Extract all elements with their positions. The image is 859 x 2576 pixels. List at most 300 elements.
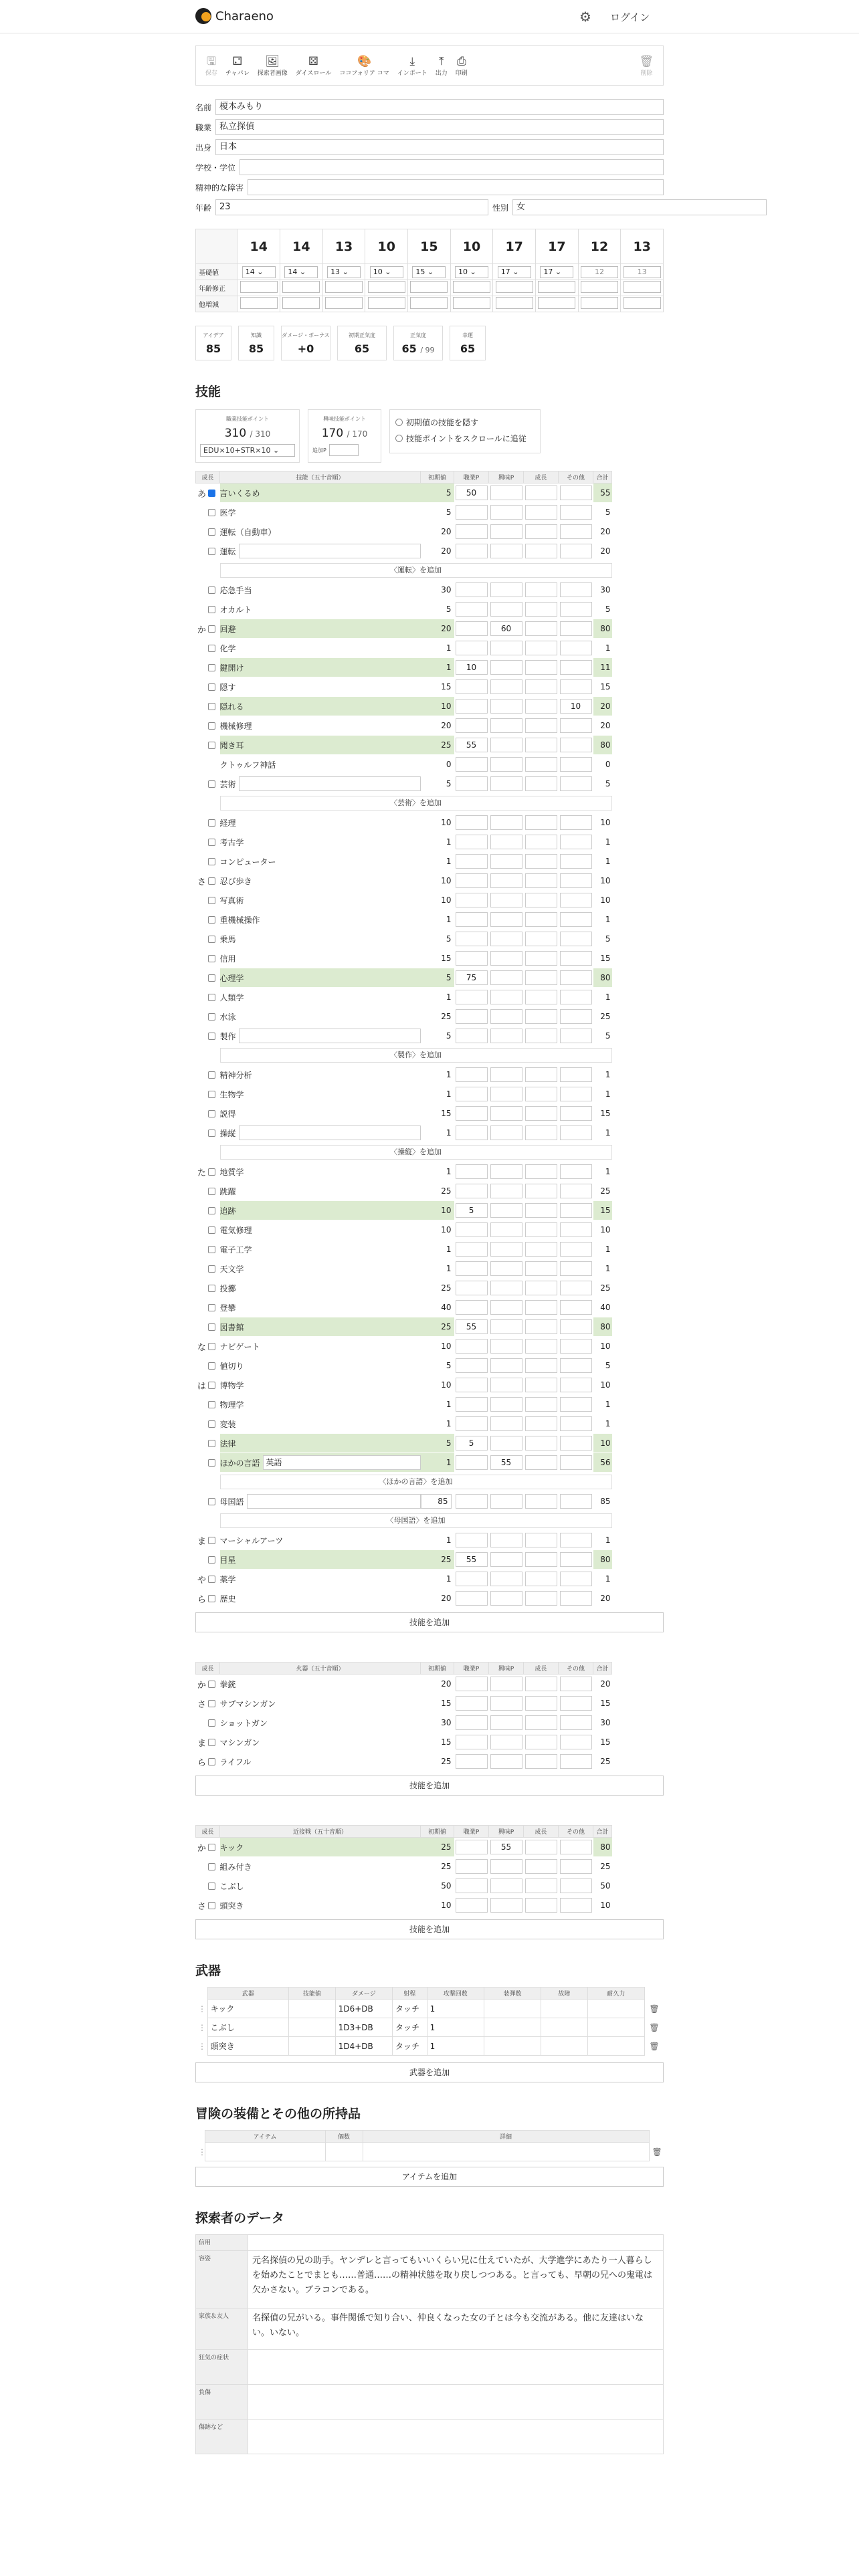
grow-checkbox[interactable] — [208, 1556, 215, 1564]
stat-modifier-input[interactable] — [538, 281, 575, 293]
skill-hobby-input[interactable] — [490, 679, 522, 694]
skill-hobby-input[interactable] — [490, 1572, 522, 1586]
skill-hobby-input[interactable] — [490, 1879, 522, 1893]
skill-job-input[interactable] — [456, 641, 488, 655]
job-field[interactable]: 私立探偵 — [215, 119, 664, 135]
stat-base-select[interactable]: 10 ⌄ — [455, 266, 488, 278]
skill-hobby-input[interactable] — [490, 1416, 522, 1431]
skill-hobby-input[interactable] — [490, 486, 522, 500]
gear-icon[interactable]: ⚙ — [579, 9, 591, 25]
grow-checkbox[interactable] — [208, 1576, 215, 1583]
skill-growth-input[interactable] — [525, 912, 557, 927]
skill-growth-input[interactable] — [525, 1358, 557, 1373]
add-subskill-link[interactable]: 〈芸術〉を追加 — [220, 796, 612, 811]
skill-growth-input[interactable] — [525, 1416, 557, 1431]
skill-growth-input[interactable] — [525, 1203, 557, 1218]
skill-growth-input[interactable] — [525, 1029, 557, 1043]
weapon-cell[interactable] — [541, 2037, 588, 2056]
skill-other-input[interactable] — [560, 990, 592, 1004]
skill-job-input[interactable] — [456, 679, 488, 694]
stat-modifier-input[interactable] — [453, 281, 490, 293]
skill-hobby-input[interactable] — [490, 1677, 522, 1691]
skill-job-input[interactable] — [456, 1455, 488, 1470]
grow-checkbox[interactable] — [208, 1595, 215, 1602]
skill-other-input[interactable] — [560, 660, 592, 675]
grow-checkbox[interactable] — [208, 742, 215, 749]
skill-growth-input[interactable] — [525, 1319, 557, 1334]
grow-checkbox[interactable] — [208, 994, 215, 1001]
skill-hobby-input[interactable] — [490, 699, 522, 714]
skill-other-input[interactable] — [560, 602, 592, 617]
skill-job-input[interactable] — [456, 1416, 488, 1431]
skill-job-input[interactable] — [456, 1300, 488, 1315]
grow-checkbox[interactable] — [208, 606, 215, 613]
skill-other-input[interactable] — [560, 679, 592, 694]
skill-growth-input[interactable] — [525, 1552, 557, 1567]
skill-other-input[interactable] — [560, 1339, 592, 1354]
grow-checkbox[interactable] — [208, 780, 215, 788]
skill-job-input[interactable]: 5 — [456, 1203, 488, 1218]
skill-job-input[interactable]: 55 — [456, 1552, 488, 1567]
skill-specialty-input[interactable] — [239, 1029, 421, 1043]
skill-growth-input[interactable] — [525, 1164, 557, 1179]
skill-job-input[interactable] — [456, 815, 488, 830]
skill-hobby-input[interactable] — [490, 1552, 522, 1567]
skill-hobby-input[interactable] — [490, 1106, 522, 1121]
grow-checkbox[interactable] — [208, 1265, 215, 1273]
skill-hobby-input[interactable] — [490, 602, 522, 617]
name-field[interactable]: 榎本みもり — [215, 99, 664, 115]
skill-growth-input[interactable] — [525, 835, 557, 849]
skill-growth-input[interactable] — [525, 524, 557, 539]
weapon-cell[interactable] — [484, 2037, 541, 2056]
stat-base-select[interactable]: 10 ⌄ — [370, 266, 403, 278]
grow-checkbox[interactable] — [208, 1719, 215, 1727]
grow-checkbox[interactable] — [208, 1091, 215, 1098]
skill-hobby-input[interactable] — [490, 718, 522, 733]
skill-other-input[interactable] — [560, 1533, 592, 1547]
skill-hobby-input[interactable] — [490, 1300, 522, 1315]
skill-hobby-input[interactable] — [490, 970, 522, 985]
school-field[interactable] — [240, 159, 664, 175]
skill-other-input[interactable] — [560, 1416, 592, 1431]
skill-job-input[interactable] — [456, 544, 488, 558]
skill-job-input[interactable] — [456, 757, 488, 772]
grow-checkbox[interactable] — [208, 1188, 215, 1195]
weapon-cell[interactable]: 頭突き — [207, 2037, 288, 2056]
grow-checkbox[interactable] — [208, 877, 215, 885]
skill-growth-input[interactable] — [525, 1754, 557, 1769]
skill-other-input[interactable] — [560, 1898, 592, 1913]
login-link[interactable]: ログイン — [610, 11, 650, 23]
skill-other-input[interactable] — [560, 1164, 592, 1179]
stat-base-select[interactable]: 14 ⌄ — [242, 266, 276, 278]
skill-other-input[interactable] — [560, 1029, 592, 1043]
drag-handle-icon[interactable]: ⋮ — [198, 2004, 206, 2014]
skill-hobby-input[interactable] — [490, 1494, 522, 1509]
skill-growth-input[interactable] — [525, 1067, 557, 1082]
drag-handle-icon[interactable]: ⋮ — [198, 2041, 206, 2051]
skill-hobby-input[interactable] — [490, 873, 522, 888]
skill-other-input[interactable] — [560, 1125, 592, 1140]
skill-specialty-input[interactable] — [239, 776, 421, 791]
grow-checkbox[interactable] — [208, 1285, 215, 1292]
grow-checkbox[interactable] — [208, 1537, 215, 1544]
skill-hobby-input[interactable]: 55 — [490, 1840, 522, 1854]
weapon-cell[interactable] — [288, 2037, 335, 2056]
hide-initial-option[interactable]: 初期値の技能を隠す — [395, 414, 535, 430]
skill-job-input[interactable] — [456, 1184, 488, 1198]
skill-other-input[interactable] — [560, 1378, 592, 1392]
skill-growth-input[interactable] — [525, 641, 557, 655]
skill-growth-input[interactable] — [525, 757, 557, 772]
skill-job-input[interactable] — [456, 1859, 488, 1874]
skill-other-input[interactable] — [560, 1281, 592, 1295]
trash-icon[interactable]: 🗑 — [649, 2022, 660, 2032]
skill-hobby-input[interactable] — [490, 544, 522, 558]
skill-other-input[interactable] — [560, 1879, 592, 1893]
skill-job-input[interactable] — [456, 1067, 488, 1082]
stat-modifier-input[interactable] — [581, 281, 618, 293]
skill-job-input[interactable] — [456, 602, 488, 617]
skill-hobby-input[interactable] — [490, 1281, 522, 1295]
grow-checkbox[interactable] — [208, 1110, 215, 1117]
grow-checkbox[interactable] — [208, 1863, 215, 1870]
skill-other-input[interactable] — [560, 873, 592, 888]
skill-hobby-input[interactable] — [490, 1754, 522, 1769]
skill-hobby-input[interactable] — [490, 660, 522, 675]
skill-other-input[interactable] — [560, 1222, 592, 1237]
grow-checkbox[interactable] — [208, 1362, 215, 1370]
skill-growth-input[interactable] — [525, 1261, 557, 1276]
investigator-field[interactable] — [248, 2420, 664, 2454]
grow-checkbox[interactable] — [208, 548, 215, 555]
grow-checkbox[interactable] — [208, 664, 215, 671]
skill-other-input[interactable] — [560, 951, 592, 966]
skill-hobby-input[interactable] — [490, 1533, 522, 1547]
skill-job-input[interactable] — [456, 893, 488, 907]
weapon-cell[interactable] — [587, 2000, 644, 2018]
skill-other-input[interactable] — [560, 1300, 592, 1315]
investigator-field[interactable]: 名探偵の兄がいる。事件関係で知り合い、仲良くなった女の子とは今も交流がある。他に友達はいない。いない。 — [248, 2309, 664, 2350]
stat-modifier-input[interactable] — [496, 281, 533, 293]
skill-growth-input[interactable] — [525, 505, 557, 520]
skill-hobby-input[interactable] — [490, 1859, 522, 1874]
age-field[interactable]: 23 — [215, 199, 488, 215]
investigator-field[interactable] — [248, 2235, 664, 2251]
skill-job-input[interactable] — [456, 621, 488, 636]
skill-hobby-input[interactable] — [490, 1203, 522, 1218]
skill-hobby-input[interactable] — [490, 1242, 522, 1257]
skill-job-input[interactable] — [456, 1397, 488, 1412]
skill-job-input[interactable] — [456, 1029, 488, 1043]
skill-job-input[interactable] — [456, 1677, 488, 1691]
skill-other-input[interactable] — [560, 1591, 592, 1606]
item-name-input[interactable] — [205, 2143, 325, 2161]
skill-job-input[interactable] — [456, 1591, 488, 1606]
skill-job-input[interactable] — [456, 776, 488, 791]
add-subskill-link[interactable]: 〈製作〉を追加 — [220, 1048, 612, 1063]
skill-job-input[interactable] — [456, 1533, 488, 1547]
skill-hobby-input[interactable] — [490, 505, 522, 520]
skill-other-input[interactable] — [560, 1106, 592, 1121]
skill-growth-input[interactable] — [525, 1184, 557, 1198]
skill-other-input[interactable] — [560, 1455, 592, 1470]
skill-job-input[interactable] — [456, 1125, 488, 1140]
weapon-cell[interactable]: こぶし — [207, 2018, 288, 2037]
weapon-cell[interactable] — [288, 2000, 335, 2018]
skill-job-input[interactable] — [456, 718, 488, 733]
skill-growth-input[interactable] — [525, 1397, 557, 1412]
skill-growth-input[interactable] — [525, 1125, 557, 1140]
skill-hobby-input[interactable] — [490, 990, 522, 1004]
grow-checkbox[interactable] — [208, 1739, 215, 1746]
skill-job-input[interactable] — [456, 1572, 488, 1586]
skill-hobby-input[interactable] — [490, 738, 522, 752]
skill-hobby-input[interactable] — [490, 1397, 522, 1412]
add-skill-button[interactable]: 技能を追加 — [195, 1612, 664, 1632]
skill-hobby-input[interactable] — [490, 1339, 522, 1354]
skill-hobby-input[interactable] — [490, 524, 522, 539]
skill-growth-input[interactable] — [525, 486, 557, 500]
skill-other-input[interactable] — [560, 1754, 592, 1769]
stat-modifier-input[interactable] — [410, 281, 448, 293]
stat-modifier-input[interactable] — [624, 281, 661, 293]
skill-specialty-input[interactable] — [239, 544, 421, 558]
skill-hobby-input[interactable] — [490, 1261, 522, 1276]
stat-modifier-input[interactable] — [410, 297, 448, 309]
skill-other-input[interactable] — [560, 1203, 592, 1218]
skill-other-input[interactable] — [560, 1677, 592, 1691]
skill-job-input[interactable] — [456, 699, 488, 714]
skill-job-input[interactable] — [456, 990, 488, 1004]
skill-job-input[interactable] — [456, 1898, 488, 1913]
grow-checkbox[interactable] — [208, 586, 215, 594]
grow-checkbox[interactable] — [208, 1033, 215, 1040]
skill-job-input[interactable] — [456, 1106, 488, 1121]
weapon-cell[interactable] — [484, 2018, 541, 2037]
skill-other-input[interactable] — [560, 544, 592, 558]
skill-hobby-input[interactable] — [490, 854, 522, 869]
skill-job-input[interactable] — [456, 1009, 488, 1024]
skill-growth-input[interactable] — [525, 1533, 557, 1547]
skill-growth-input[interactable] — [525, 1735, 557, 1749]
skill-growth-input[interactable] — [525, 1087, 557, 1101]
drag-handle-icon[interactable]: ⋮ — [198, 2022, 206, 2032]
skill-hobby-input[interactable] — [490, 1715, 522, 1730]
add-subskill-link[interactable]: 〈ほかの言語〉を追加 — [220, 1475, 612, 1489]
skill-growth-input[interactable] — [525, 1879, 557, 1893]
weapon-cell[interactable]: 1 — [427, 2037, 484, 2056]
grow-checkbox[interactable] — [208, 839, 215, 846]
drag-handle-icon[interactable]: ⋮ — [198, 2147, 206, 2157]
skill-growth-input[interactable] — [525, 1677, 557, 1691]
stat-modifier-input[interactable] — [581, 297, 618, 309]
skill-other-input[interactable] — [560, 835, 592, 849]
investigator-field[interactable] — [248, 2350, 664, 2385]
skill-hobby-input[interactable] — [490, 1009, 522, 1024]
skill-growth-input[interactable] — [525, 582, 557, 597]
skill-other-input[interactable] — [560, 1067, 592, 1082]
weapon-cell[interactable] — [541, 2000, 588, 2018]
stat-modifier-input[interactable] — [538, 297, 575, 309]
skill-hobby-input[interactable] — [490, 1222, 522, 1237]
add-subskill-link[interactable]: 〈運転〉を追加 — [220, 563, 612, 578]
investigator-field[interactable] — [248, 2385, 664, 2420]
skill-other-input[interactable] — [560, 1184, 592, 1198]
stat-base-select[interactable]: 15 ⌄ — [412, 266, 446, 278]
stat-modifier-input[interactable] — [282, 281, 320, 293]
skill-job-input[interactable]: 50 — [456, 486, 488, 500]
weapon-cell[interactable] — [587, 2018, 644, 2037]
skill-hobby-input[interactable] — [490, 893, 522, 907]
skill-hobby-input[interactable] — [490, 1029, 522, 1043]
grow-checkbox[interactable] — [208, 1440, 215, 1447]
stat-base-select[interactable]: 17 ⌄ — [540, 266, 573, 278]
weapon-cell[interactable] — [484, 2000, 541, 2018]
toolbar-image-button[interactable] — [254, 46, 292, 85]
skill-other-input[interactable] — [560, 1696, 592, 1711]
toolbar-trash-button[interactable] — [635, 46, 658, 85]
skill-job-input[interactable] — [456, 582, 488, 597]
skill-hobby-input[interactable] — [490, 912, 522, 927]
skill-other-input[interactable] — [560, 1715, 592, 1730]
skill-growth-input[interactable] — [525, 1591, 557, 1606]
weapon-cell[interactable]: タッチ — [392, 2037, 427, 2056]
toolbar-save-button[interactable] — [201, 46, 221, 85]
skill-growth-input[interactable] — [525, 621, 557, 636]
grow-checkbox[interactable] — [208, 703, 215, 710]
grow-checkbox[interactable] — [208, 897, 215, 904]
skill-growth-input[interactable] — [525, 1859, 557, 1874]
grow-checkbox[interactable] — [208, 974, 215, 982]
weapon-cell[interactable]: 1 — [427, 2000, 484, 2018]
stat-base-select[interactable]: 14 ⌄ — [284, 266, 318, 278]
skill-hobby-input[interactable] — [490, 932, 522, 946]
skill-other-input[interactable] — [560, 1319, 592, 1334]
skill-job-input[interactable] — [456, 1164, 488, 1179]
skill-job-input[interactable] — [456, 1281, 488, 1295]
skill-specialty-input[interactable] — [247, 1494, 421, 1509]
trash-icon[interactable]: 🗑 — [649, 2041, 660, 2051]
skill-job-input[interactable] — [456, 1378, 488, 1392]
skill-hobby-input[interactable] — [490, 1898, 522, 1913]
item-detail-input[interactable] — [363, 2143, 649, 2161]
scroll-follow-option[interactable]: 技能ポイントをスクロールに追従 — [395, 430, 535, 446]
skill-job-input[interactable] — [456, 1879, 488, 1893]
skill-other-input[interactable]: 10 — [560, 699, 592, 714]
skill-job-input[interactable] — [456, 1754, 488, 1769]
stat-modifier-input[interactable] — [624, 297, 661, 309]
grow-checkbox[interactable] — [208, 819, 215, 827]
skill-specialty-input[interactable]: 英語 — [263, 1455, 421, 1470]
item-count-input[interactable] — [325, 2143, 363, 2161]
skill-other-input[interactable] — [560, 1358, 592, 1373]
app-logo[interactable] — [195, 8, 274, 24]
skill-growth-input[interactable] — [525, 854, 557, 869]
stat-base-input[interactable]: 12 — [581, 266, 618, 278]
weapon-cell[interactable]: キック — [207, 2000, 288, 2018]
skill-other-input[interactable] — [560, 1397, 592, 1412]
skill-hobby-input[interactable] — [490, 1436, 522, 1451]
skill-other-input[interactable] — [560, 893, 592, 907]
skill-job-input[interactable] — [456, 524, 488, 539]
skill-other-input[interactable] — [560, 718, 592, 733]
skill-growth-input[interactable] — [525, 1436, 557, 1451]
stat-modifier-input[interactable] — [325, 281, 363, 293]
weapon-cell[interactable] — [288, 2018, 335, 2037]
skill-other-input[interactable] — [560, 1087, 592, 1101]
skill-growth-input[interactable] — [525, 932, 557, 946]
skill-hobby-input[interactable] — [490, 1696, 522, 1711]
skill-job-input[interactable] — [456, 932, 488, 946]
skill-job-input[interactable]: 55 — [456, 1319, 488, 1334]
add-melee-skill-button[interactable]: 技能を追加 — [195, 1919, 664, 1939]
grow-checkbox[interactable] — [208, 1420, 215, 1428]
stat-modifier-input[interactable] — [368, 281, 405, 293]
skill-other-input[interactable] — [560, 776, 592, 791]
skill-growth-input[interactable] — [525, 1715, 557, 1730]
grow-checkbox[interactable] — [208, 1459, 215, 1467]
skill-other-input[interactable] — [560, 1859, 592, 1874]
skill-other-input[interactable] — [560, 1735, 592, 1749]
skill-other-input[interactable] — [560, 1261, 592, 1276]
weapon-cell[interactable] — [541, 2018, 588, 2037]
stat-modifier-input[interactable] — [496, 297, 533, 309]
grow-checkbox[interactable] — [208, 490, 215, 497]
grow-checkbox[interactable] — [208, 1323, 215, 1331]
toolbar-palette-button[interactable] — [335, 46, 393, 85]
grow-checkbox[interactable] — [208, 1130, 215, 1137]
skill-other-input[interactable] — [560, 1840, 592, 1854]
weapon-cell[interactable]: 1D4+DB — [335, 2037, 392, 2056]
weapon-cell[interactable]: 1 — [427, 2018, 484, 2037]
grow-checkbox[interactable] — [208, 1168, 215, 1176]
skill-other-input[interactable] — [560, 505, 592, 520]
skill-hobby-input[interactable] — [490, 1184, 522, 1198]
disorder-field[interactable] — [248, 179, 664, 195]
add-item-button[interactable]: アイテムを追加 — [195, 2167, 664, 2187]
skill-growth-input[interactable] — [525, 815, 557, 830]
skill-growth-input[interactable] — [525, 1898, 557, 1913]
stat-modifier-input[interactable] — [240, 281, 278, 293]
add-weapon-button[interactable]: 武器を追加 — [195, 2062, 664, 2082]
skill-hobby-input[interactable] — [490, 1358, 522, 1373]
skill-hobby-input[interactable]: 55 — [490, 1455, 522, 1470]
grow-checkbox[interactable] — [208, 1844, 215, 1851]
skill-other-input[interactable] — [560, 486, 592, 500]
skill-job-input[interactable] — [456, 1087, 488, 1101]
skill-other-input[interactable] — [560, 1009, 592, 1024]
skill-hobby-input[interactable] — [490, 1735, 522, 1749]
stat-modifier-input[interactable] — [325, 297, 363, 309]
grow-checkbox[interactable] — [208, 1902, 215, 1909]
skill-job-input[interactable] — [456, 1494, 488, 1509]
skill-growth-input[interactable] — [525, 1339, 557, 1354]
skill-job-input[interactable] — [456, 951, 488, 966]
skill-growth-input[interactable] — [525, 660, 557, 675]
skill-hobby-input[interactable] — [490, 1591, 522, 1606]
extra-points-input[interactable] — [329, 444, 359, 456]
skill-job-input[interactable] — [456, 1840, 488, 1854]
grow-checkbox[interactable] — [208, 1883, 215, 1890]
skill-other-input[interactable] — [560, 1494, 592, 1509]
skill-other-input[interactable] — [560, 641, 592, 655]
grow-checkbox[interactable] — [208, 1071, 215, 1079]
skill-other-input[interactable] — [560, 738, 592, 752]
weapon-cell[interactable]: 1D3+DB — [335, 2018, 392, 2037]
grow-checkbox[interactable] — [208, 509, 215, 516]
